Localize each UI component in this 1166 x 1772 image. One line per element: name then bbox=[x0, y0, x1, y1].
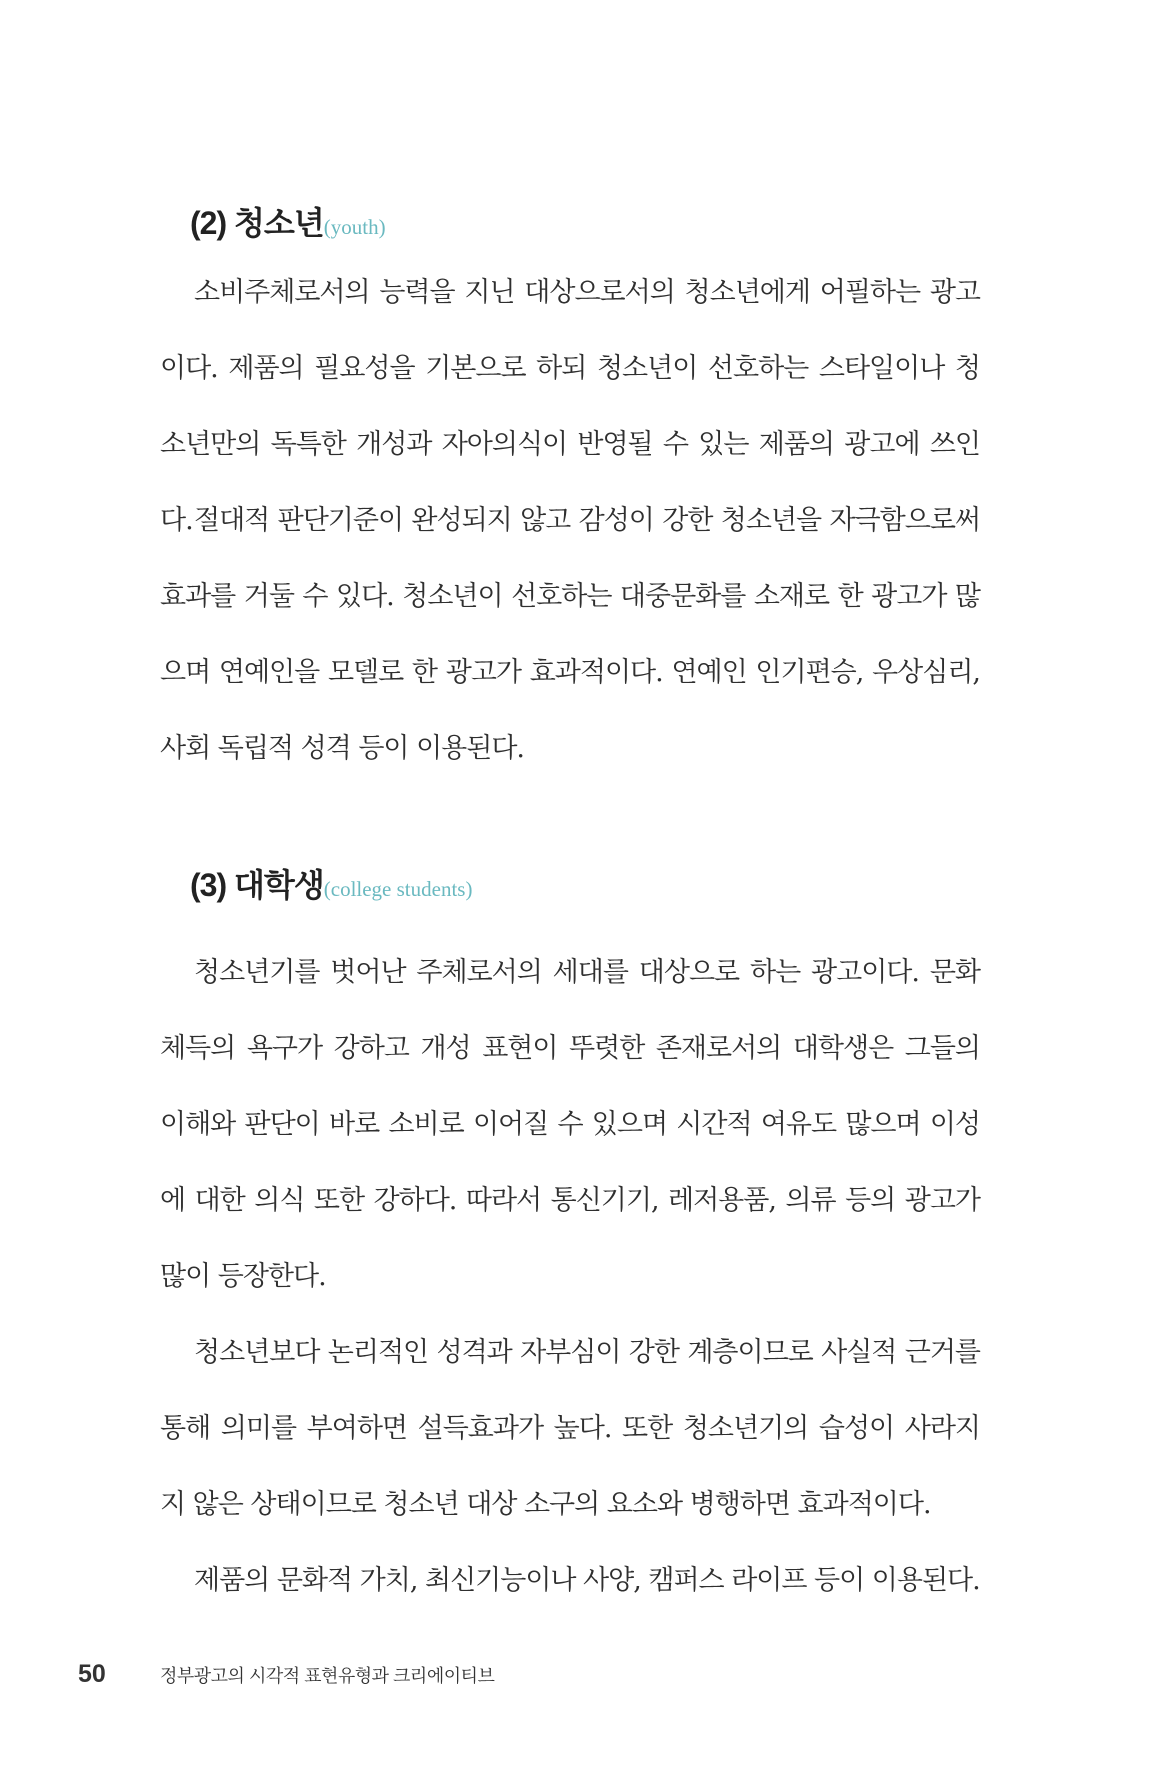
body-paragraph: 절대적 판단기준이 완성되지 않고 감성이 강한 청소년을 자극함으로써 효과를 거둘 수 있다. 청소년이 선호하는 대중문화를 소재로 한 광고가 많으며 연예인을 모델로 한 광고가 효과적이다. 연예인 인기편승, 우상심리, 사회 독립적 성격 등이 이용된다. bbox=[160, 505, 980, 764]
body-paragraph: 소비주체로서의 능력을 지닌 대상으로서의 청소년에게 어필하는 광고이다. 제품의 필요성을 기본으로 하되 청소년이 선호하는 스타일이나 청소년만의 독특한 개성과 자아의식이 반영될 수 있는 제품의 광고에 쓰인다. bbox=[160, 277, 980, 536]
running-title: 정부광고의 시각적 표현유형과 크리에이티브 bbox=[160, 1666, 495, 1686]
section-heading-text: (2) 청소년 bbox=[190, 205, 324, 241]
page-footer bbox=[78, 1660, 494, 1689]
section-heading-english: (college students) bbox=[323, 877, 473, 901]
section-heading-english: (youth) bbox=[323, 215, 386, 239]
page-number: 50 bbox=[78, 1660, 106, 1688]
section-heading-youth bbox=[190, 198, 386, 244]
body-paragraph: 청소년보다 논리적인 성격과 자부심이 강한 계층이므로 사실적 근거를 통해 의미를 부여하면 설득효과가 높다. 또한 청소년기의 습성이 사라지지 않은 상태이므로 청소년 대상 소구의 요소와 병행하면 효과적이다. bbox=[160, 1337, 980, 1520]
section-heading-text: (3) 대학생 bbox=[190, 867, 324, 903]
section-heading-college-students bbox=[190, 860, 472, 906]
body-paragraph: 청소년기를 벗어난 주체로서의 세대를 대상으로 하는 광고이다. 문화체득의 욕구가 강하고 개성 표현이 뚜렷한 존재로서의 대학생은 그들의 이해와 판단이 바로 소비로 이어질 수 있으며 시간적 여유도 많으며 이성에 대한 의식 또한 강하다. 따라서 통신기기, 레저용품, 의류 등의 광고가 많이 등장한다. bbox=[160, 957, 980, 1292]
body-paragraph: 제품의 문화적 가치, 최신기능이나 사양, 캠퍼스 라이프 등이 이용된다. bbox=[194, 1565, 980, 1596]
